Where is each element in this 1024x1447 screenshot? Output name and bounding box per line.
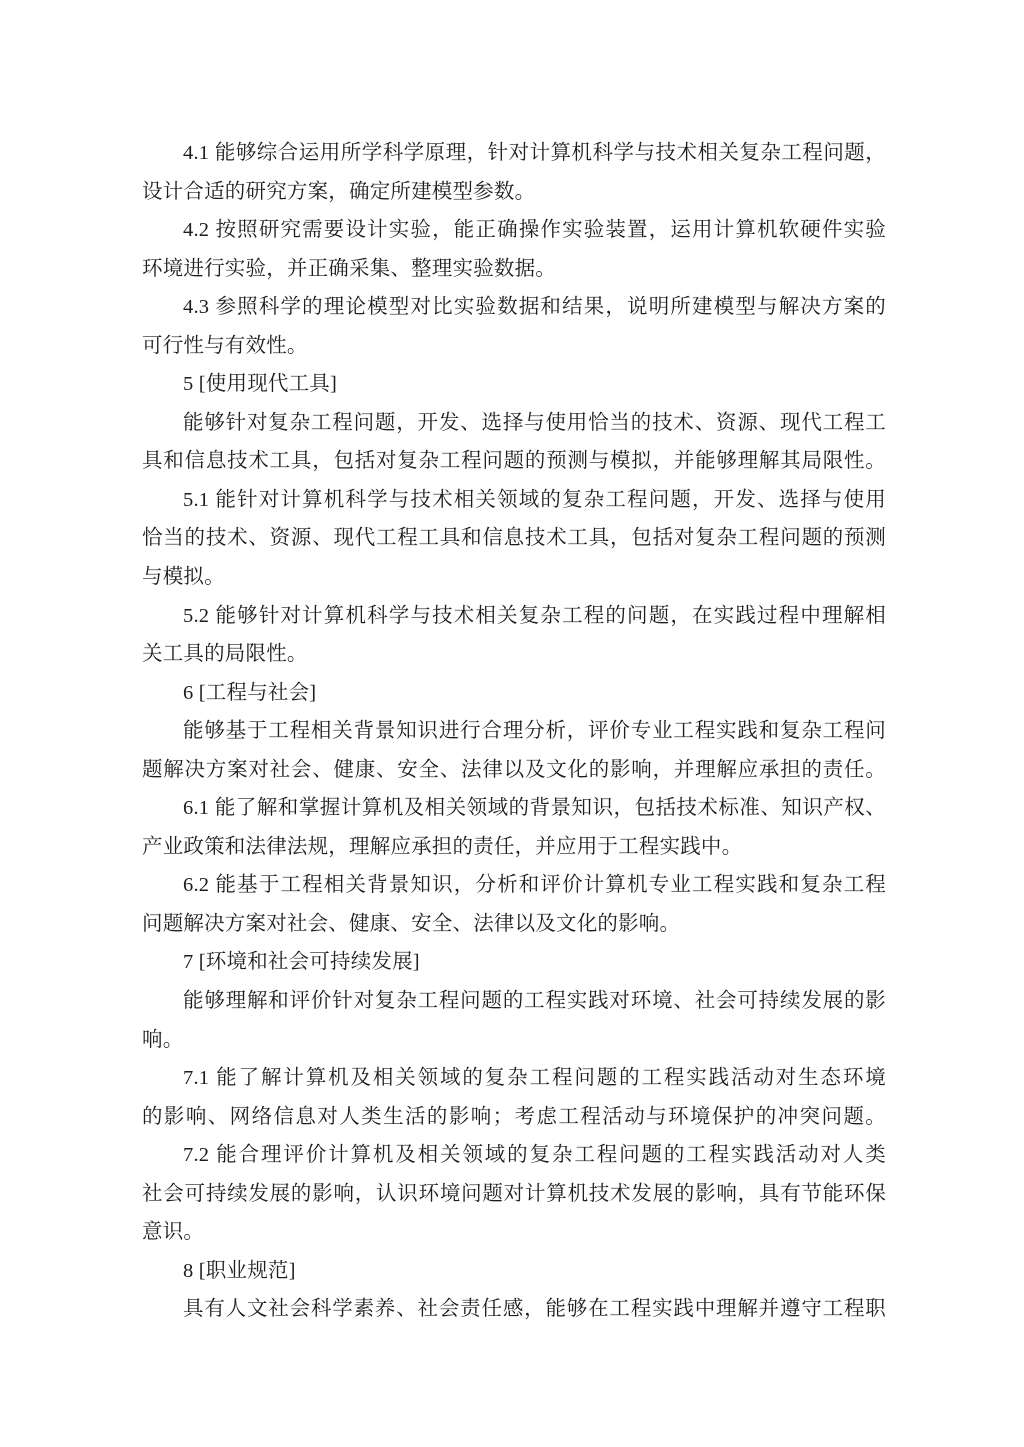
- text-line: 6 [工程与社会]: [183, 681, 317, 704]
- text-line: 设计合适的研究方案，确定所建模型参数。: [142, 180, 536, 203]
- paragraph-heading-7: [142, 943, 886, 982]
- text-line: 4.2 按照研究需要设计实验，能正确操作实验装置，运用计算机软硬件实验: [183, 219, 886, 242]
- text-line: 8 [职业规范]: [183, 1259, 296, 1282]
- paragraph-item-6-1: [142, 789, 886, 866]
- text-line: 与模拟。: [142, 566, 225, 589]
- text-line: 7.2 能合理评价计算机及相关领域的复杂工程问题的工程实践活动对人类: [183, 1144, 886, 1167]
- text-line: 产业政策和法律法规，理解应承担的责任，并应用于工程实践中。: [142, 835, 743, 858]
- text-line: 的影响、网络信息对人类生活的影响；考虑工程活动与环境保护的冲突问题。: [142, 1105, 886, 1128]
- paragraph-item-6-intro: [142, 712, 886, 789]
- text-line: 4.1 能够综合运用所学科学原理，针对计算机科学与技术相关复杂工程问题，: [183, 142, 886, 164]
- paragraph-heading-8: [142, 1252, 886, 1291]
- document-text-block: [142, 134, 886, 1329]
- text-line: 题解决方案对社会、健康、安全、法律以及文化的影响，并理解应承担的责任。: [142, 758, 886, 781]
- text-line: 6.1 能了解和掌握计算机及相关领域的背景知识，包括技术标准、知识产权、: [183, 797, 886, 820]
- text-line: 具有人文社会科学素养、社会责任感，能够在工程实践中理解并遵守工程职: [183, 1298, 886, 1321]
- text-line: 能够针对复杂工程问题，开发、选择与使用恰当的技术、资源、现代工程工: [183, 411, 886, 434]
- paragraph-item-4-1: [142, 134, 886, 211]
- text-line: 7 [环境和社会可持续发展]: [183, 951, 420, 974]
- text-line: 关工具的局限性。: [142, 643, 308, 666]
- paragraph-item-4-2: [142, 211, 886, 288]
- paragraph-item-7-2: [142, 1136, 886, 1252]
- text-line: 可行性与有效性。: [142, 334, 308, 357]
- text-line: 6.2 能基于工程相关背景知识，分析和评价计算机专业工程实践和复杂工程: [183, 874, 886, 897]
- text-line: 恰当的技术、资源、现代工程工具和信息技术工具，包括对复杂工程问题的预测: [142, 527, 886, 550]
- paragraph-item-5-intro: [142, 404, 886, 481]
- text-line: 4.3 参照科学的理论模型对比实验数据和结果，说明所建模型与解决方案的: [183, 296, 886, 319]
- paragraph-item-7-1: [142, 1059, 886, 1136]
- text-line: 响。: [142, 1028, 184, 1051]
- paragraph-item-5-1: [142, 481, 886, 597]
- paragraph-item-6-2: [142, 866, 886, 943]
- text-line: 5 [使用现代工具]: [183, 373, 338, 396]
- paragraph-heading-5: [142, 365, 886, 404]
- paragraph-item-7-intro: [142, 982, 886, 1059]
- text-line: 能够基于工程相关背景知识进行合理分析，评价专业工程实践和复杂工程问: [183, 720, 886, 743]
- text-line: 5.2 能够针对计算机科学与技术相关复杂工程的问题，在实践过程中理解相: [183, 604, 886, 627]
- text-line: 7.1 能了解计算机及相关领域的复杂工程问题的工程实践活动对生态环境: [183, 1067, 886, 1090]
- paragraph-item-5-2: [142, 597, 886, 674]
- text-line: 意识。: [142, 1221, 205, 1244]
- text-line: 社会可持续发展的影响，认识环境问题对计算机技术发展的影响，具有节能环保: [142, 1182, 886, 1205]
- text-line: 5.1 能针对计算机科学与技术相关领域的复杂工程问题，开发、选择与使用: [183, 488, 886, 511]
- paragraph-item-8-intro: [142, 1290, 886, 1329]
- text-line: 问题解决方案对社会、健康、安全、法律以及文化的影响。: [142, 912, 681, 935]
- text-line: 能够理解和评价针对复杂工程问题的工程实践对环境、社会可持续发展的影: [183, 990, 886, 1013]
- text-line: 环境进行实验，并正确采集、整理实验数据。: [142, 257, 556, 280]
- paragraph-item-4-3: [142, 288, 886, 365]
- text-line: 具和信息技术工具，包括对复杂工程问题的预测与模拟，并能够理解其局限性。: [142, 450, 886, 473]
- paragraph-heading-6: [142, 674, 886, 713]
